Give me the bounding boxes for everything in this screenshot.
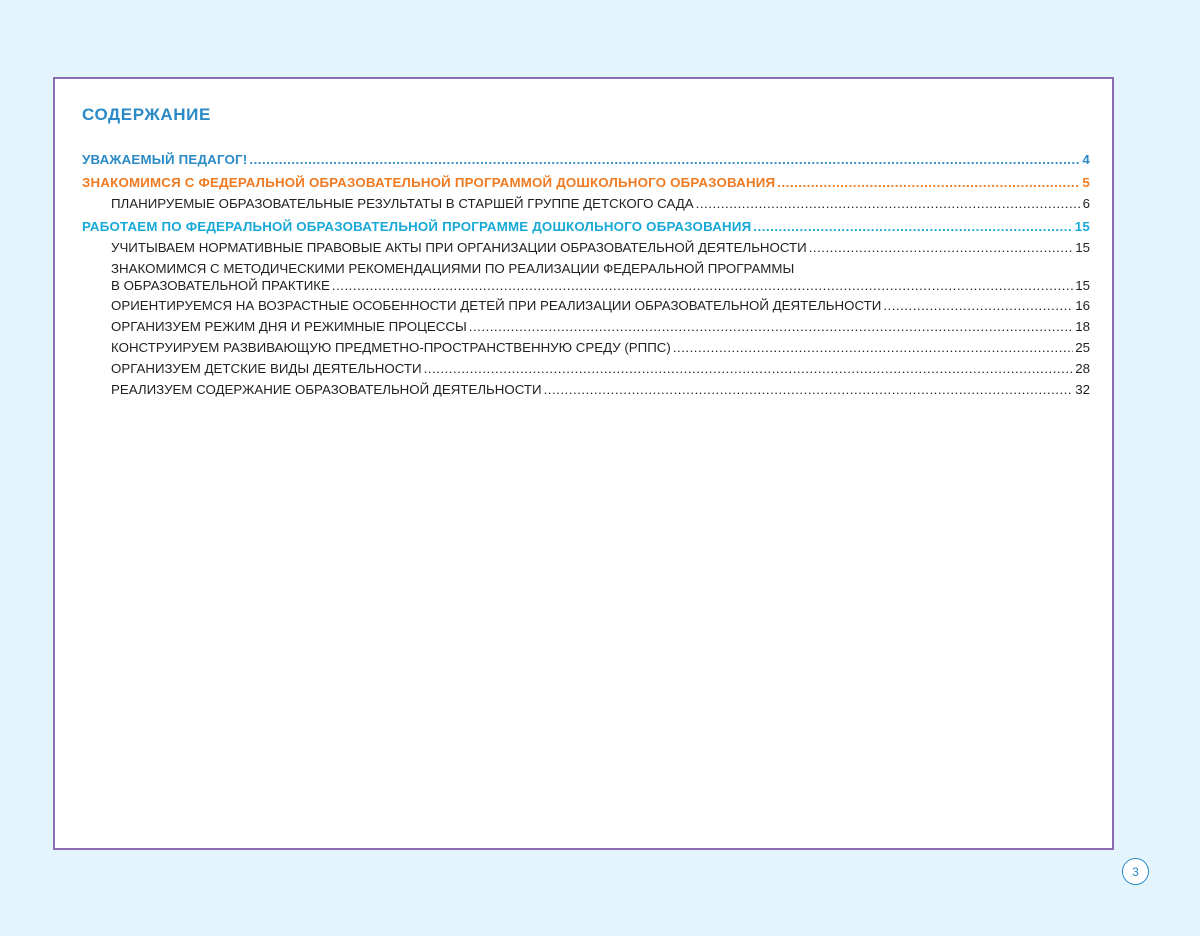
toc-entry-page: 15 — [1074, 219, 1090, 234]
toc-entry-label-line1: ЗНАКОМИМСЯ С МЕТОДИЧЕСКИМИ РЕКОМЕНДАЦИЯМИ ПО РЕАЛИЗАЦИИ ФЕДЕРАЛЬНОЙ ПРОГРАММЫ — [111, 261, 795, 276]
dot-leader — [249, 149, 1080, 170]
toc-entry-page: 15 — [1075, 278, 1090, 293]
dot-leader — [809, 237, 1074, 258]
dot-leader — [544, 379, 1074, 400]
toc-entry-label: РЕАЛИЗУЕМ СОДЕРЖАНИЕ ОБРАЗОВАТЕЛЬНОЙ ДЕЯТЕЛЬНОСТИ — [111, 382, 542, 397]
toc-entry-label: РАБОТАЕМ ПО ФЕДЕРАЛЬНОЙ ОБРАЗОВАТЕЛЬНОЙ ПРОГРАММЕ ДОШКОЛЬНОГО ОБРАЗОВАНИЯ — [82, 219, 752, 234]
toc-entry-planned-results[interactable] — [82, 193, 1090, 214]
toc-entry-label: ОРИЕНТИРУЕМСЯ НА ВОЗРАСТНЫЕ ОСОБЕННОСТИ ДЕТЕЙ ПРИ РЕАЛИЗАЦИИ ОБРАЗОВАТЕЛЬНОЙ ДЕЯТЕЛЬНОСТИ — [111, 298, 882, 313]
toc-entry-working-with-program[interactable] — [82, 216, 1090, 237]
toc-entry-label-line2-row — [82, 277, 1090, 295]
toc-entry-page: 32 — [1075, 382, 1090, 397]
toc-entry-label: ОРГАНИЗУЕМ ДЕТСКИЕ ВИДЫ ДЕЯТЕЛЬНОСТИ — [111, 361, 422, 376]
toc-entry-page: 18 — [1075, 319, 1090, 334]
dot-leader — [469, 316, 1073, 337]
toc-title: СОДЕРЖАНИЕ — [82, 105, 211, 124]
toc-entry-page: 4 — [1082, 152, 1090, 167]
dot-leader — [424, 358, 1074, 379]
toc-entry-label: УВАЖАЕМЫЙ ПЕДАГОГ! — [82, 152, 248, 167]
toc-entry-page: 28 — [1075, 361, 1090, 376]
dot-leader — [883, 295, 1073, 316]
toc-entry-label: ПЛАНИРУЕМЫЕ ОБРАЗОВАТЕЛЬНЫЕ РЕЗУЛЬТАТЫ В СТАРШЕЙ ГРУППЕ ДЕТСКОГО САДА — [111, 196, 694, 211]
toc-entry-page: 16 — [1075, 298, 1090, 313]
toc-entry-label: КОНСТРУИРУЕМ РАЗВИВАЮЩУЮ ПРЕДМЕТНО-ПРОСТРАНСТВЕННУЮ СРЕДУ (РППС) — [111, 340, 671, 355]
toc-entry-legal-acts[interactable] — [82, 237, 1090, 258]
toc-entry-age-features[interactable] — [82, 295, 1090, 316]
toc-entry-rpps[interactable] — [82, 337, 1090, 358]
toc-entry-page: 5 — [1082, 175, 1090, 190]
toc-entry-label: УЧИТЫВАЕМ НОРМАТИВНЫЕ ПРАВОВЫЕ АКТЫ ПРИ ОРГАНИЗАЦИИ ОБРАЗОВАТЕЛЬНОЙ ДЕЯТЕЛЬНОСТИ — [111, 240, 807, 255]
page-number-badge: 3 — [1122, 858, 1149, 885]
toc-entry-methodical-recommendations[interactable] — [82, 261, 1090, 295]
dot-leader — [753, 216, 1072, 237]
toc-entry-page: 6 — [1082, 196, 1090, 211]
dot-leader — [777, 172, 1080, 193]
toc-entry-daily-routine[interactable] — [82, 316, 1090, 337]
toc-entry-page: 15 — [1075, 240, 1090, 255]
toc-entry-label: ЗНАКОМИМСЯ С ФЕДЕРАЛЬНОЙ ОБРАЗОВАТЕЛЬНОЙ ПРОГРАММОЙ ДОШКОЛЬНОГО ОБРАЗОВАНИЯ — [82, 175, 776, 190]
toc-entry-children-activities[interactable] — [82, 358, 1090, 379]
toc-entry-dear-teacher[interactable] — [82, 149, 1090, 170]
dot-leader — [673, 337, 1073, 358]
toc-entry-label: ОРГАНИЗУЕМ РЕЖИМ ДНЯ И РЕЖИМНЫЕ ПРОЦЕССЫ — [111, 319, 467, 334]
dot-leader — [696, 193, 1081, 214]
dot-leader — [332, 277, 1073, 295]
toc-entry-page: 25 — [1075, 340, 1090, 355]
table-of-contents — [82, 105, 1090, 400]
content-frame — [53, 77, 1114, 850]
toc-entry-federal-program-intro[interactable] — [82, 172, 1090, 193]
toc-entry-educational-content[interactable] — [82, 379, 1090, 400]
toc-entry-label-line2: В ОБРАЗОВАТЕЛЬНОЙ ПРАКТИКЕ — [111, 278, 330, 293]
